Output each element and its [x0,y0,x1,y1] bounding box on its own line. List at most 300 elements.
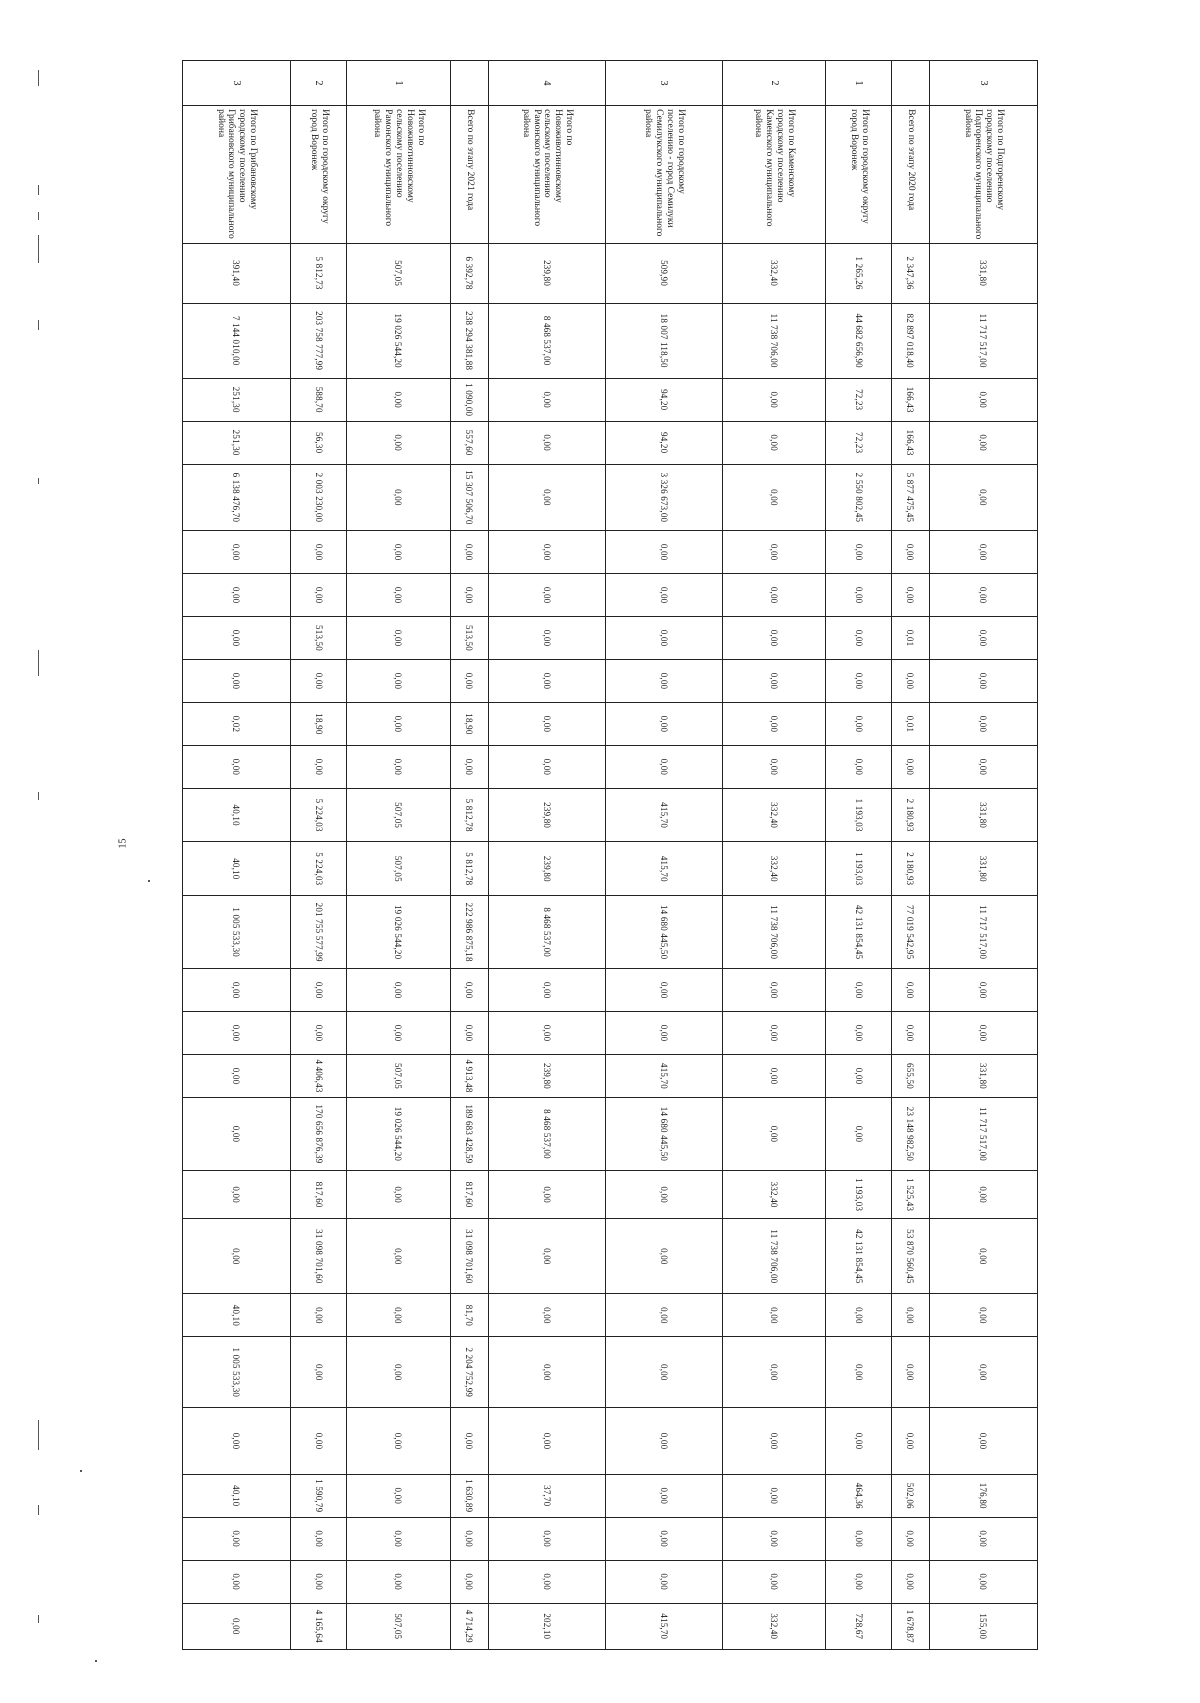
table-cell: 332,40 [723,1170,827,1218]
table-cell: 0,00 [930,969,1038,1012]
table-cell: 0,00 [606,1517,723,1560]
table-cell: 4 165,64 [291,1603,347,1649]
table-cell: 40,10 [183,842,291,896]
table-cell: 2 550 802,45 [826,464,891,531]
table-cell: 0,00 [450,1012,488,1055]
row-name: Итого по Грибановскому городскому поселению Грибановского муниципального района [183,106,291,243]
table-cell: 5 812,73 [291,243,347,303]
table-cell: 509,90 [606,243,723,303]
table-cell: 0,00 [183,1408,291,1475]
table-cell: 8 468 537,00 [489,303,606,378]
table-cell: 0,00 [891,969,929,1012]
table-cell: 0,00 [930,1560,1038,1603]
table-cell: 72,23 [826,378,891,421]
table-cell: 0,00 [606,1408,723,1475]
table-cell: 23 148 982,50 [891,1097,929,1170]
table-cell: 0,00 [489,660,606,703]
table-cell: 0,00 [489,969,606,1012]
table-cell: 42 131 854,45 [826,1219,891,1294]
table-row [347,61,451,1650]
table-cell: 0,00 [347,1408,451,1475]
table-cell: 4 406,43 [291,1055,347,1098]
table-cell: 0,00 [489,531,606,574]
table-cell: 0,00 [930,1012,1038,1055]
table-cell: 15 307 506,70 [450,464,488,531]
table-cell: 0,00 [347,702,451,745]
table-cell: 0,00 [347,1337,451,1408]
table-cell: 0,00 [450,969,488,1012]
table-cell: 332,40 [723,1603,827,1649]
table-cell: 222 986 875,18 [450,896,488,969]
row-name: Итого по Каменскому городскому поселению Каменского муниципального района [723,106,827,243]
table-cell: 0,00 [489,1170,606,1218]
table-cell: 77 019 542,95 [891,896,929,969]
table-cell: 507,05 [347,1603,451,1649]
table-cell: 0,00 [347,1294,451,1337]
table-cell: 507,05 [347,788,451,842]
table-cell: 81,70 [450,1294,488,1337]
table-cell: 0,00 [489,421,606,464]
table-cell: 18,90 [450,702,488,745]
row-name: Итого по Подгоренскому городскому поселению Подгоренского муниципального района [930,106,1038,243]
table-cell: 0,00 [183,617,291,660]
table-cell: 82 897 018,40 [891,303,929,378]
table-cell: 72,23 [826,421,891,464]
table-cell: 0,00 [891,1560,929,1603]
table-cell: 201 755 577,99 [291,896,347,969]
table-cell: 0,00 [723,702,827,745]
row-index: 2 [291,61,347,106]
table-cell: 0,00 [347,1517,451,1560]
row-name: Итого по Новоживотинновскому сельскому поселению Рамонского муниципального района [347,106,451,243]
table-cell: 166,43 [891,378,929,421]
table-cell: 31 098 701,60 [291,1219,347,1294]
table-cell: 53 870 560,45 [891,1219,929,1294]
table-cell: 502,06 [891,1474,929,1517]
table-cell: 19 026 544,20 [347,896,451,969]
table-cell: 166,43 [891,421,929,464]
table-cell: 0,00 [723,1560,827,1603]
table-cell: 0,00 [606,1219,723,1294]
table-cell: 0,00 [826,745,891,788]
table-cell: 588,70 [291,378,347,421]
table-cell: 507,05 [347,842,451,896]
table-cell: 2 180,93 [891,842,929,896]
row-name: Итого по городскому округу город Воронеж [826,106,891,243]
rotated-table-wrapper [182,60,1038,1650]
table-cell: 0,00 [347,969,451,1012]
table-cell: 8 468 537,00 [489,1097,606,1170]
table-cell: 0,00 [606,1294,723,1337]
table-cell: 0,00 [930,1294,1038,1337]
table-cell: 14 680 445,50 [606,1097,723,1170]
table-cell: 728,67 [826,1603,891,1649]
table-cell: 0,00 [291,969,347,1012]
table-cell: 0,00 [347,1012,451,1055]
table-cell: 37,70 [489,1474,606,1517]
table-row [183,61,291,1650]
table-cell: 40,10 [183,1474,291,1517]
table-cell: 251,30 [183,421,291,464]
table-cell: 0,00 [723,1408,827,1475]
table-cell: 415,70 [606,842,723,896]
table-cell: 0,00 [450,660,488,703]
table-cell: 0,00 [489,745,606,788]
table-cell: 0,00 [826,660,891,703]
table-cell: 0,00 [183,745,291,788]
table-cell: 0,00 [347,1219,451,1294]
table-cell: 0,00 [291,660,347,703]
table-cell: 40,10 [183,1294,291,1337]
table-cell: 0,00 [291,745,347,788]
table-cell: 203 758 777,99 [291,303,347,378]
row-index: 2 [723,61,827,106]
table-total-row [450,61,488,1650]
table-cell: 94,20 [606,378,723,421]
table-cell: 0,00 [291,1517,347,1560]
table-cell: 0,00 [723,1337,827,1408]
table-cell: 31 098 701,60 [450,1219,488,1294]
table-cell: 155,00 [930,1603,1038,1649]
table-cell: 0,00 [183,574,291,617]
table-cell: 0,00 [930,531,1038,574]
table-cell: 0,00 [606,574,723,617]
row-index [891,61,929,106]
row-index: 1 [826,61,891,106]
table-row [606,61,723,1650]
table-cell: 0,00 [606,1012,723,1055]
table-cell: 11 738 706,00 [723,1219,827,1294]
table-cell: 0,00 [930,464,1038,531]
table-cell: 0,00 [183,1012,291,1055]
table-cell: 0,00 [606,702,723,745]
table-cell: 464,36 [826,1474,891,1517]
row-index: 4 [489,61,606,106]
table-cell: 0,00 [723,1517,827,1560]
table-cell: 19 026 544,20 [347,1097,451,1170]
table-cell: 1 678,87 [891,1603,929,1649]
table-cell: 0,00 [183,1219,291,1294]
table-cell: 0,00 [291,574,347,617]
table-cell: 0,00 [347,1474,451,1517]
table-cell: 2 204 752,99 [450,1337,488,1408]
table-cell: 0,00 [183,1603,291,1649]
table-cell: 0,00 [723,1055,827,1098]
table-cell: 0,00 [930,1219,1038,1294]
table-cell: 0,00 [826,1517,891,1560]
table-cell: 0,00 [891,1517,929,1560]
table-cell: 0,00 [606,1474,723,1517]
table-cell: 189 683 428,59 [450,1097,488,1170]
table-cell: 507,05 [347,243,451,303]
table-cell: 0,00 [930,574,1038,617]
table-cell: 11 717 517,00 [930,303,1038,378]
table-cell: 0,00 [826,1408,891,1475]
table-cell: 0,00 [891,574,929,617]
table-cell: 0,00 [450,574,488,617]
table-cell: 94,20 [606,421,723,464]
table-row [930,61,1038,1650]
table-cell: 170 656 876,39 [291,1097,347,1170]
table-cell: 331,80 [930,243,1038,303]
data-table [182,60,1038,1650]
table-cell: 0,00 [606,1337,723,1408]
table-cell: 4 913,48 [450,1055,488,1098]
table-cell: 14 680 445,50 [606,896,723,969]
table-cell: 0,00 [930,617,1038,660]
table-cell: 3 326 673,00 [606,464,723,531]
table-cell: 0,00 [291,531,347,574]
table-cell: 202,10 [489,1603,606,1649]
table-cell: 0,00 [183,1097,291,1170]
table-cell: 5 224,03 [291,788,347,842]
table-cell: 2 003 230,00 [291,464,347,531]
table-cell: 4 714,29 [450,1603,488,1649]
table-cell: 0,00 [489,1337,606,1408]
row-index: 3 [606,61,723,106]
table-cell: 0,00 [826,1337,891,1408]
table-cell: 0,00 [723,421,827,464]
table-cell: 332,40 [723,788,827,842]
table-cell: 0,00 [450,1560,488,1603]
table-cell: 1 265,26 [826,243,891,303]
table-cell: 0,00 [489,574,606,617]
table-cell: 0,00 [291,1294,347,1337]
table-cell: 0,00 [489,702,606,745]
table-cell: 19 026 544,20 [347,303,451,378]
table-cell: 0,00 [930,378,1038,421]
table-cell: 0,00 [347,1170,451,1218]
table-cell: 239,80 [489,788,606,842]
table-cell: 1 090,00 [450,378,488,421]
table-cell: 0,00 [891,1408,929,1475]
table-cell: 2 180,93 [891,788,929,842]
table-cell: 0,00 [826,531,891,574]
table-cell: 0,00 [450,531,488,574]
table-cell: 0,00 [930,702,1038,745]
table-cell: 239,80 [489,1055,606,1098]
table-cell: 0,00 [826,1097,891,1170]
table-cell: 0,02 [183,702,291,745]
row-name: Итого по Новоживотинновскому сельскому поселению Рамонского муниципального района [489,106,606,243]
table-cell: 0,00 [826,617,891,660]
table-row [826,61,891,1650]
table-cell: 332,40 [723,842,827,896]
table-cell: 0,00 [450,1408,488,1475]
table-cell: 0,00 [489,1219,606,1294]
table-cell: 0,00 [826,702,891,745]
page-number: 15 [117,838,129,849]
table-cell: 0,00 [723,745,827,788]
table-cell: 8 468 537,00 [489,896,606,969]
table-cell: 0,01 [891,617,929,660]
table-cell: 0,00 [723,1012,827,1055]
table-cell: 0,00 [606,1560,723,1603]
table-cell: 44 682 656,90 [826,303,891,378]
table-cell: 5 812,78 [450,788,488,842]
table-cell: 0,00 [291,1337,347,1408]
table-cell: 0,00 [606,969,723,1012]
table-cell: 11 738 706,00 [723,896,827,969]
table-row [291,61,347,1650]
table-cell: 0,00 [826,1560,891,1603]
table-cell: 0,00 [723,1474,827,1517]
table-cell: 0,00 [489,1012,606,1055]
table-cell: 817,60 [450,1170,488,1218]
table-cell: 817,60 [291,1170,347,1218]
table-cell: 1 193,03 [826,1170,891,1218]
table-cell: 0,00 [930,660,1038,703]
table-cell: 42 131 854,45 [826,896,891,969]
table-cell: 176,80 [930,1474,1038,1517]
table-cell: 0,00 [891,1337,929,1408]
row-index: 3 [930,61,1038,106]
table-cell: 0,00 [930,421,1038,464]
table-cell: 0,00 [291,1408,347,1475]
table-cell: 11 738 706,00 [723,303,827,378]
table-cell: 0,00 [489,1560,606,1603]
table-cell: 7 144 010,00 [183,303,291,378]
table-cell: 0,00 [930,1337,1038,1408]
table-cell: 1 193,03 [826,842,891,896]
table-cell: 5 224,03 [291,842,347,896]
table-cell: 0,00 [347,464,451,531]
row-name: Всего по этапу 2021 года [450,106,488,243]
table-cell: 513,50 [291,617,347,660]
table-cell: 0,00 [291,1560,347,1603]
table-cell: 0,00 [826,969,891,1012]
table-cell: 239,80 [489,842,606,896]
table-cell: 0,00 [450,1517,488,1560]
table-cell: 0,00 [930,1517,1038,1560]
table-cell: 513,50 [450,617,488,660]
table-cell: 0,00 [489,464,606,531]
table-cell: 0,00 [606,1170,723,1218]
table-cell: 251,30 [183,378,291,421]
table-cell: 0,00 [183,1170,291,1218]
row-index: 3 [183,61,291,106]
table-cell: 0,00 [347,378,451,421]
table-cell: 0,00 [183,660,291,703]
table-cell: 0,00 [606,660,723,703]
table-cell: 0,00 [723,617,827,660]
table-cell: 0,00 [723,531,827,574]
table-cell: 0,00 [183,531,291,574]
table-cell: 0,00 [347,660,451,703]
table-cell: 11 717 517,00 [930,896,1038,969]
table-cell: 1 590,79 [291,1474,347,1517]
table-cell: 0,00 [450,745,488,788]
table-cell: 0,00 [826,574,891,617]
table-cell: 0,00 [723,378,827,421]
row-name: Итого по городскому поселению - город Семилуки Семилукского муниципального района [606,106,723,243]
table-cell: 0,00 [291,1012,347,1055]
row-index: 1 [347,61,451,106]
table-cell: 0,00 [930,1408,1038,1475]
table-cell: 557,60 [450,421,488,464]
table-cell: 0,00 [891,1012,929,1055]
table-cell: 0,00 [723,660,827,703]
table-cell: 0,00 [347,531,451,574]
table-cell: 1 630,89 [450,1474,488,1517]
table-cell: 1 525,43 [891,1170,929,1218]
table-cell: 0,00 [347,574,451,617]
row-index [450,61,488,106]
table-cell: 0,00 [489,378,606,421]
table-cell: 0,01 [891,702,929,745]
table-cell: 239,80 [489,243,606,303]
table-cell: 0,00 [723,1294,827,1337]
table-cell: 415,70 [606,1603,723,1649]
table-cell: 0,00 [489,617,606,660]
table-cell: 0,00 [723,1097,827,1170]
table-cell: 0,00 [723,574,827,617]
table-cell: 40,10 [183,788,291,842]
table-cell: 18,90 [291,702,347,745]
table-cell: 0,00 [183,969,291,1012]
table-cell: 56,30 [291,421,347,464]
table-cell: 238 294 381,88 [450,303,488,378]
table-cell: 0,00 [606,617,723,660]
table-cell: 331,80 [930,788,1038,842]
table-cell: 1 005 533,30 [183,1337,291,1408]
row-name: Всего по этапу 2020 года [891,106,929,243]
table-cell: 0,00 [930,745,1038,788]
table-cell: 0,00 [347,1560,451,1603]
table-cell: 507,05 [347,1055,451,1098]
table-cell: 0,00 [891,660,929,703]
table-total-row [891,61,929,1650]
table-cell: 0,00 [930,1170,1038,1218]
table-cell: 11 717 517,00 [930,1097,1038,1170]
table-cell: 0,00 [489,1294,606,1337]
table-cell: 415,70 [606,1055,723,1098]
table-cell: 0,00 [891,1294,929,1337]
table-cell: 0,00 [347,421,451,464]
table-cell: 5 877 475,45 [891,464,929,531]
table-row [723,61,827,1650]
table-cell: 415,70 [606,788,723,842]
table-cell: 0,00 [347,745,451,788]
table-cell: 391,40 [183,243,291,303]
table-cell: 6 138 476,70 [183,464,291,531]
table-cell: 0,00 [723,969,827,1012]
row-name: Итого по городскому округу город Воронеж [291,106,347,243]
table-cell: 1 005 533,30 [183,896,291,969]
table-cell: 331,80 [930,1055,1038,1098]
table-cell: 2 347,36 [891,243,929,303]
table-cell: 1 193,03 [826,788,891,842]
table-cell: 0,00 [723,464,827,531]
table-cell: 0,00 [489,1517,606,1560]
table-cell: 5 812,78 [450,842,488,896]
table-cell: 0,00 [347,617,451,660]
table-cell: 0,00 [606,531,723,574]
table-cell: 0,00 [891,745,929,788]
table-cell: 0,00 [826,1012,891,1055]
table-cell: 332,40 [723,243,827,303]
table-cell: 0,00 [489,1408,606,1475]
table-cell: 0,00 [891,531,929,574]
table-cell: 0,00 [826,1055,891,1098]
table-cell: 6 392,78 [450,243,488,303]
table-cell: 0,00 [826,1294,891,1337]
table-cell: 655,50 [891,1055,929,1098]
table-cell: 0,00 [183,1517,291,1560]
table-cell: 18 007 118,50 [606,303,723,378]
table-cell: 0,00 [183,1560,291,1603]
table-cell: 331,80 [930,842,1038,896]
